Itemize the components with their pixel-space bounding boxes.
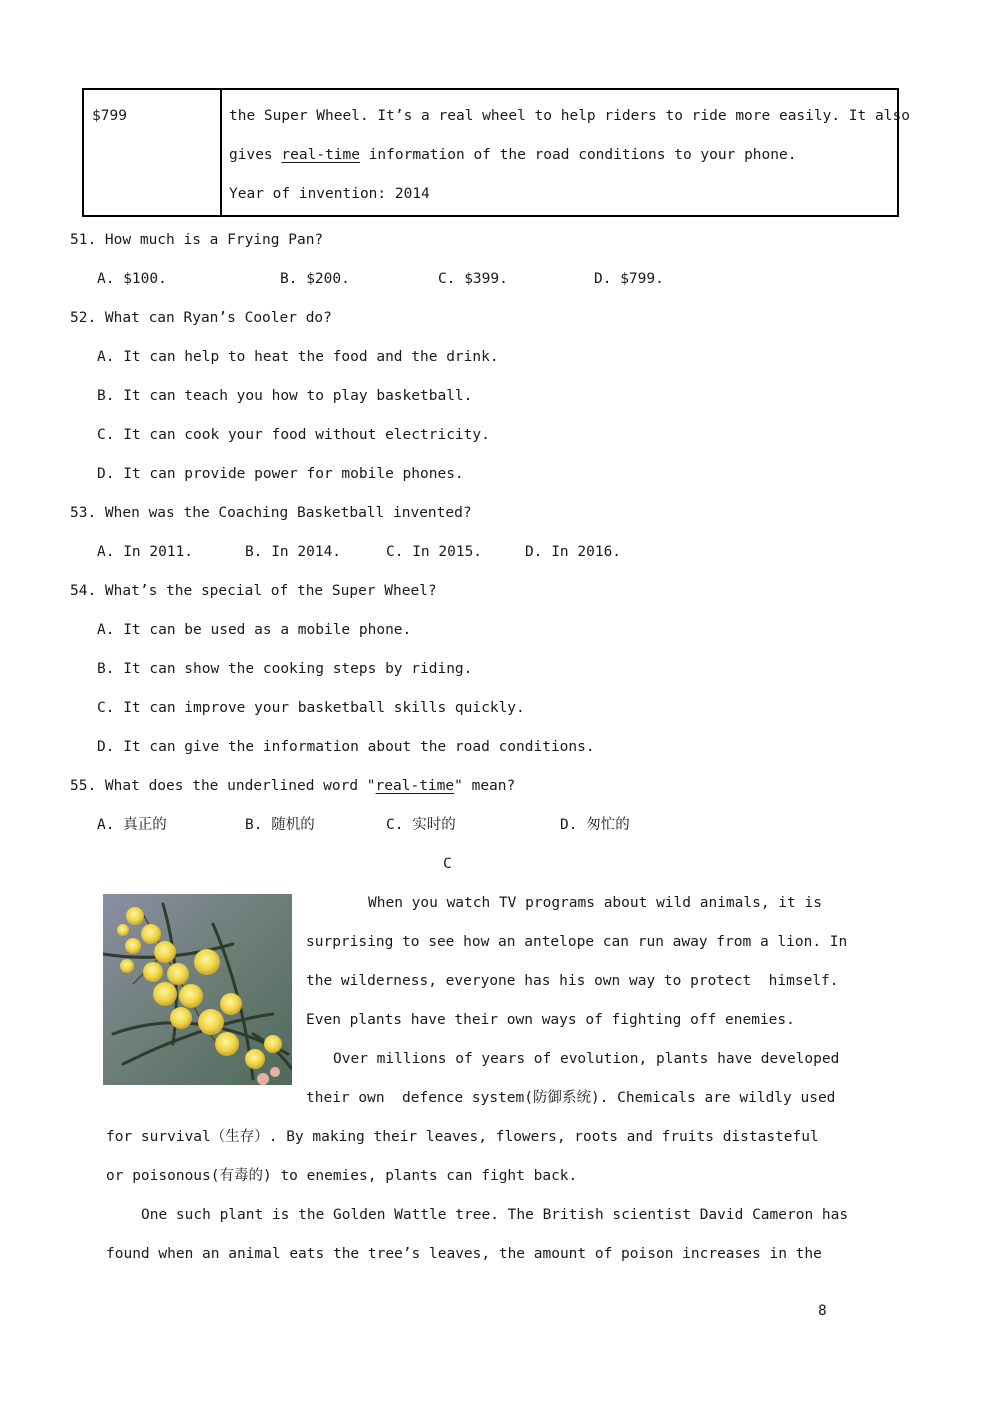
table-desc-line3: Year of invention: 2014	[229, 186, 430, 202]
q55-option-b: B. 随机的	[245, 817, 315, 833]
q52-option-b: B. It can teach you how to play basketball.	[97, 388, 473, 404]
q54-stem: 54. What’s the special of the Super Wheel?	[70, 583, 437, 599]
q54-option-a: A. It can be used as a mobile phone.	[97, 622, 412, 638]
q55-option-a: A. 真正的	[97, 817, 167, 833]
passage-line-8: or poisonous(有毒的) to enemies, plants can fight back.	[106, 1168, 578, 1184]
q54-option-b: B. It can show the cooking steps by riding.	[97, 661, 473, 677]
passage-line-6: their own defence system(防御系统). Chemicals are wildly used	[306, 1090, 836, 1106]
q54-option-c: C. It can improve your basketball skills quickly.	[97, 700, 525, 716]
table-desc-line1: the Super Wheel. It’s a real wheel to help riders to ride more easily. It also	[229, 108, 910, 124]
q55-option-c: C. 实时的	[386, 817, 456, 833]
passage-line-1: When you watch TV programs about wild animals, it is	[368, 895, 822, 911]
passage-line-7: for survival（生存）. By making their leaves, flowers, roots and fruits distasteful	[106, 1129, 819, 1145]
section-heading: C	[443, 856, 452, 872]
q54-option-d: D. It can give the information about the road conditions.	[97, 739, 595, 755]
q51-option-a: A. $100.	[97, 271, 167, 287]
q53-option-a: A. In 2011.	[97, 544, 194, 560]
q52-option-c: C. It can cook your food without electricity.	[97, 427, 490, 443]
underlined-word: real-time	[375, 778, 455, 794]
q51-option-d: D. $799.	[594, 271, 664, 287]
q52-stem: 52. What can Ryan’s Cooler do?	[70, 310, 332, 326]
q55-option-d: D. 匆忙的	[560, 817, 630, 833]
passage-line-10: found when an animal eats the tree’s leaves, the amount of poison increases in the	[106, 1246, 822, 1262]
passage-line-4: Even plants have their own ways of fighting off enemies.	[306, 1012, 795, 1028]
page-number: 8	[818, 1303, 827, 1319]
q53-stem: 53. When was the Coaching Basketball invented?	[70, 505, 472, 521]
q55-stem: 55. What does the underlined word "real-time" mean?	[70, 778, 516, 794]
q52-option-d: D. It can provide power for mobile phones.	[97, 466, 464, 482]
q53-option-d: D. In 2016.	[525, 544, 622, 560]
golden-wattle-photo	[103, 894, 292, 1085]
q51-stem: 51. How much is a Frying Pan?	[70, 232, 324, 248]
table-divider	[220, 90, 222, 215]
q51-option-c: C. $399.	[438, 271, 508, 287]
passage-line-9: One such plant is the Golden Wattle tree. The British scientist David Cameron has	[141, 1207, 849, 1223]
passage-line-2: surprising to see how an antelope can run away from a lion. In	[306, 934, 848, 950]
q53-option-c: C. In 2015.	[386, 544, 483, 560]
passage-line-5: Over millions of years of evolution, plants have developed	[333, 1051, 840, 1067]
q53-option-b: B. In 2014.	[245, 544, 342, 560]
q51-option-b: B. $200.	[280, 271, 350, 287]
table-price: $799	[92, 108, 127, 124]
table-desc-line2: gives real-time information of the road conditions to your phone.	[229, 147, 797, 163]
passage-line-3: the wilderness, everyone has his own way to protect himself.	[306, 973, 839, 989]
q52-option-a: A. It can help to heat the food and the drink.	[97, 349, 499, 365]
underlined-word: real-time	[281, 147, 360, 163]
